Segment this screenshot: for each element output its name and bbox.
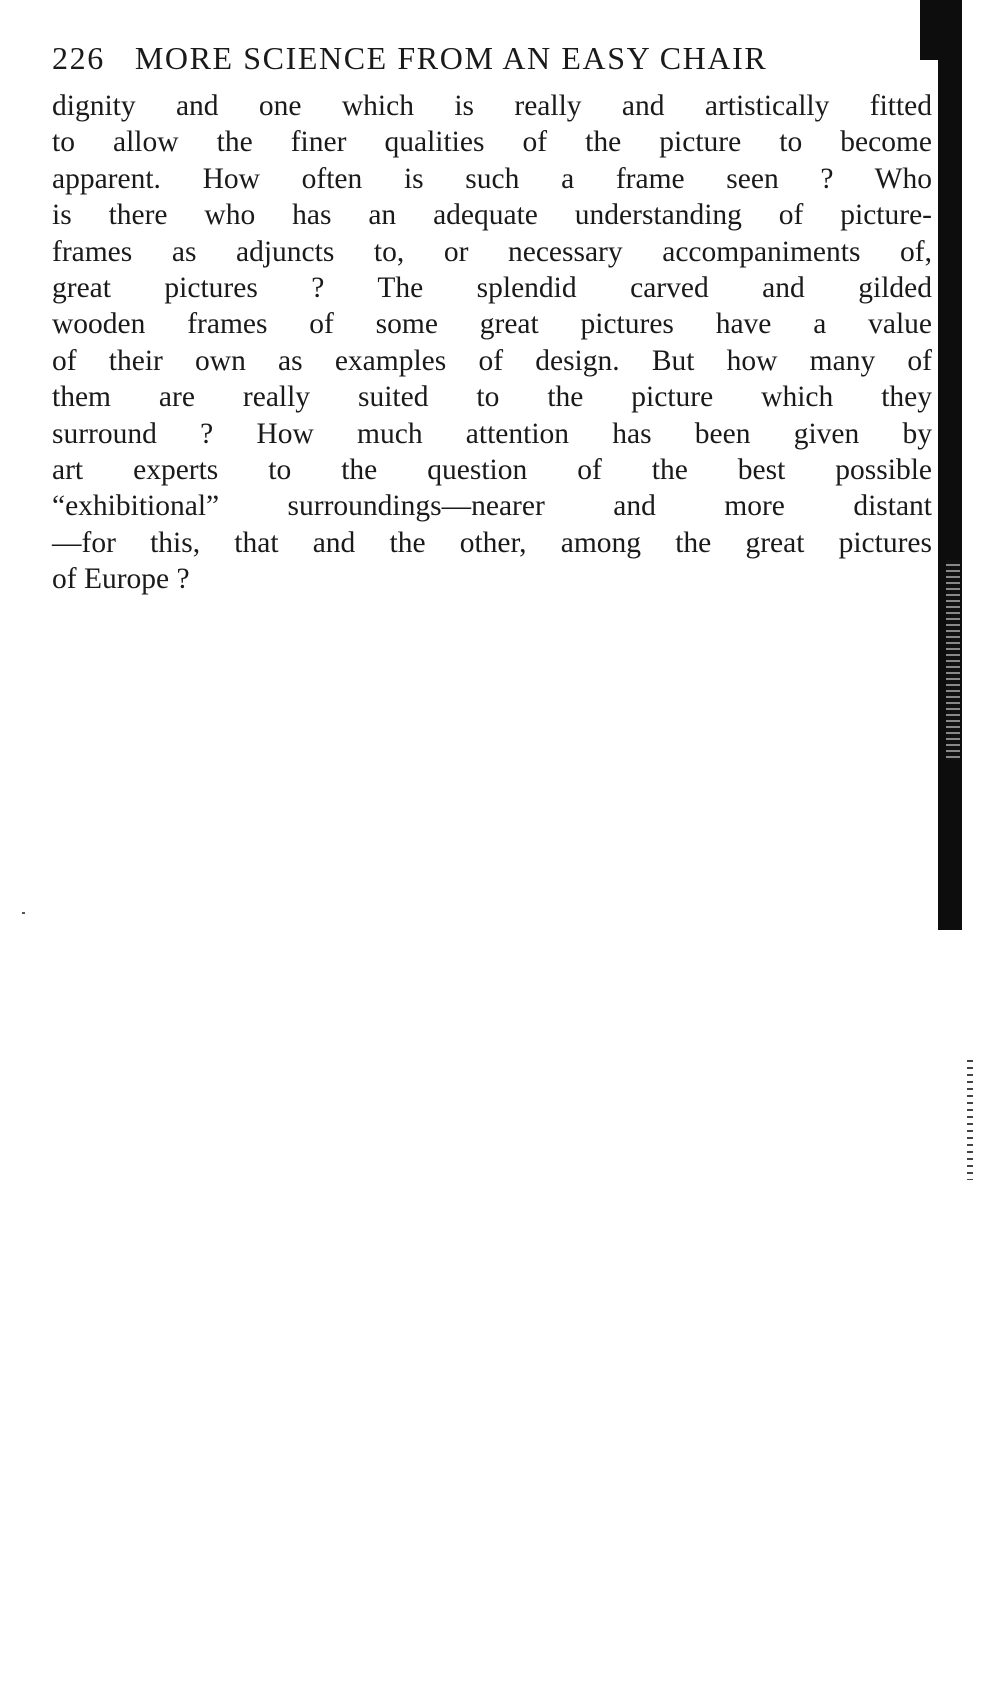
text-line: of their own as examples of design. But how many of xyxy=(52,344,932,377)
body-paragraph xyxy=(52,88,932,597)
text-line: —for this, that and the other, among the great pictures xyxy=(52,526,932,559)
text-line: is there who has an adequate understanding of picture- xyxy=(52,199,932,232)
text-line: them are really suited to the picture which they xyxy=(52,381,932,414)
text-line: dignity and one which is really and artistically fitted xyxy=(52,90,932,122)
text-line: wooden frames of some great pictures have a value xyxy=(52,308,932,341)
page-number: 226 xyxy=(52,40,105,76)
text-line: “exhibitional” surroundings—nearer and more distant xyxy=(52,490,932,523)
text-line: frames as adjuncts to, or necessary accompaniments of, xyxy=(52,235,932,268)
running-title: MORE SCIENCE FROM AN EASY CHAIR xyxy=(134,40,768,76)
text-line: to allow the finer qualities of the picture to become xyxy=(52,126,932,159)
text-line: surround ? How much attention has been given by xyxy=(52,417,932,450)
text-line: art experts to the question of the best possible xyxy=(52,453,932,486)
scan-speck xyxy=(22,912,25,914)
text-line: of Europe ? xyxy=(52,563,190,596)
scan-gutter-noise xyxy=(946,560,960,760)
scan-gutter-edge xyxy=(938,0,962,930)
running-header xyxy=(52,38,932,78)
text-line: great pictures ? The splendid carved and gilded xyxy=(52,271,932,304)
scan-specks xyxy=(967,1060,973,1180)
text-line: apparent. How often is such a frame seen ? Who xyxy=(52,162,932,195)
